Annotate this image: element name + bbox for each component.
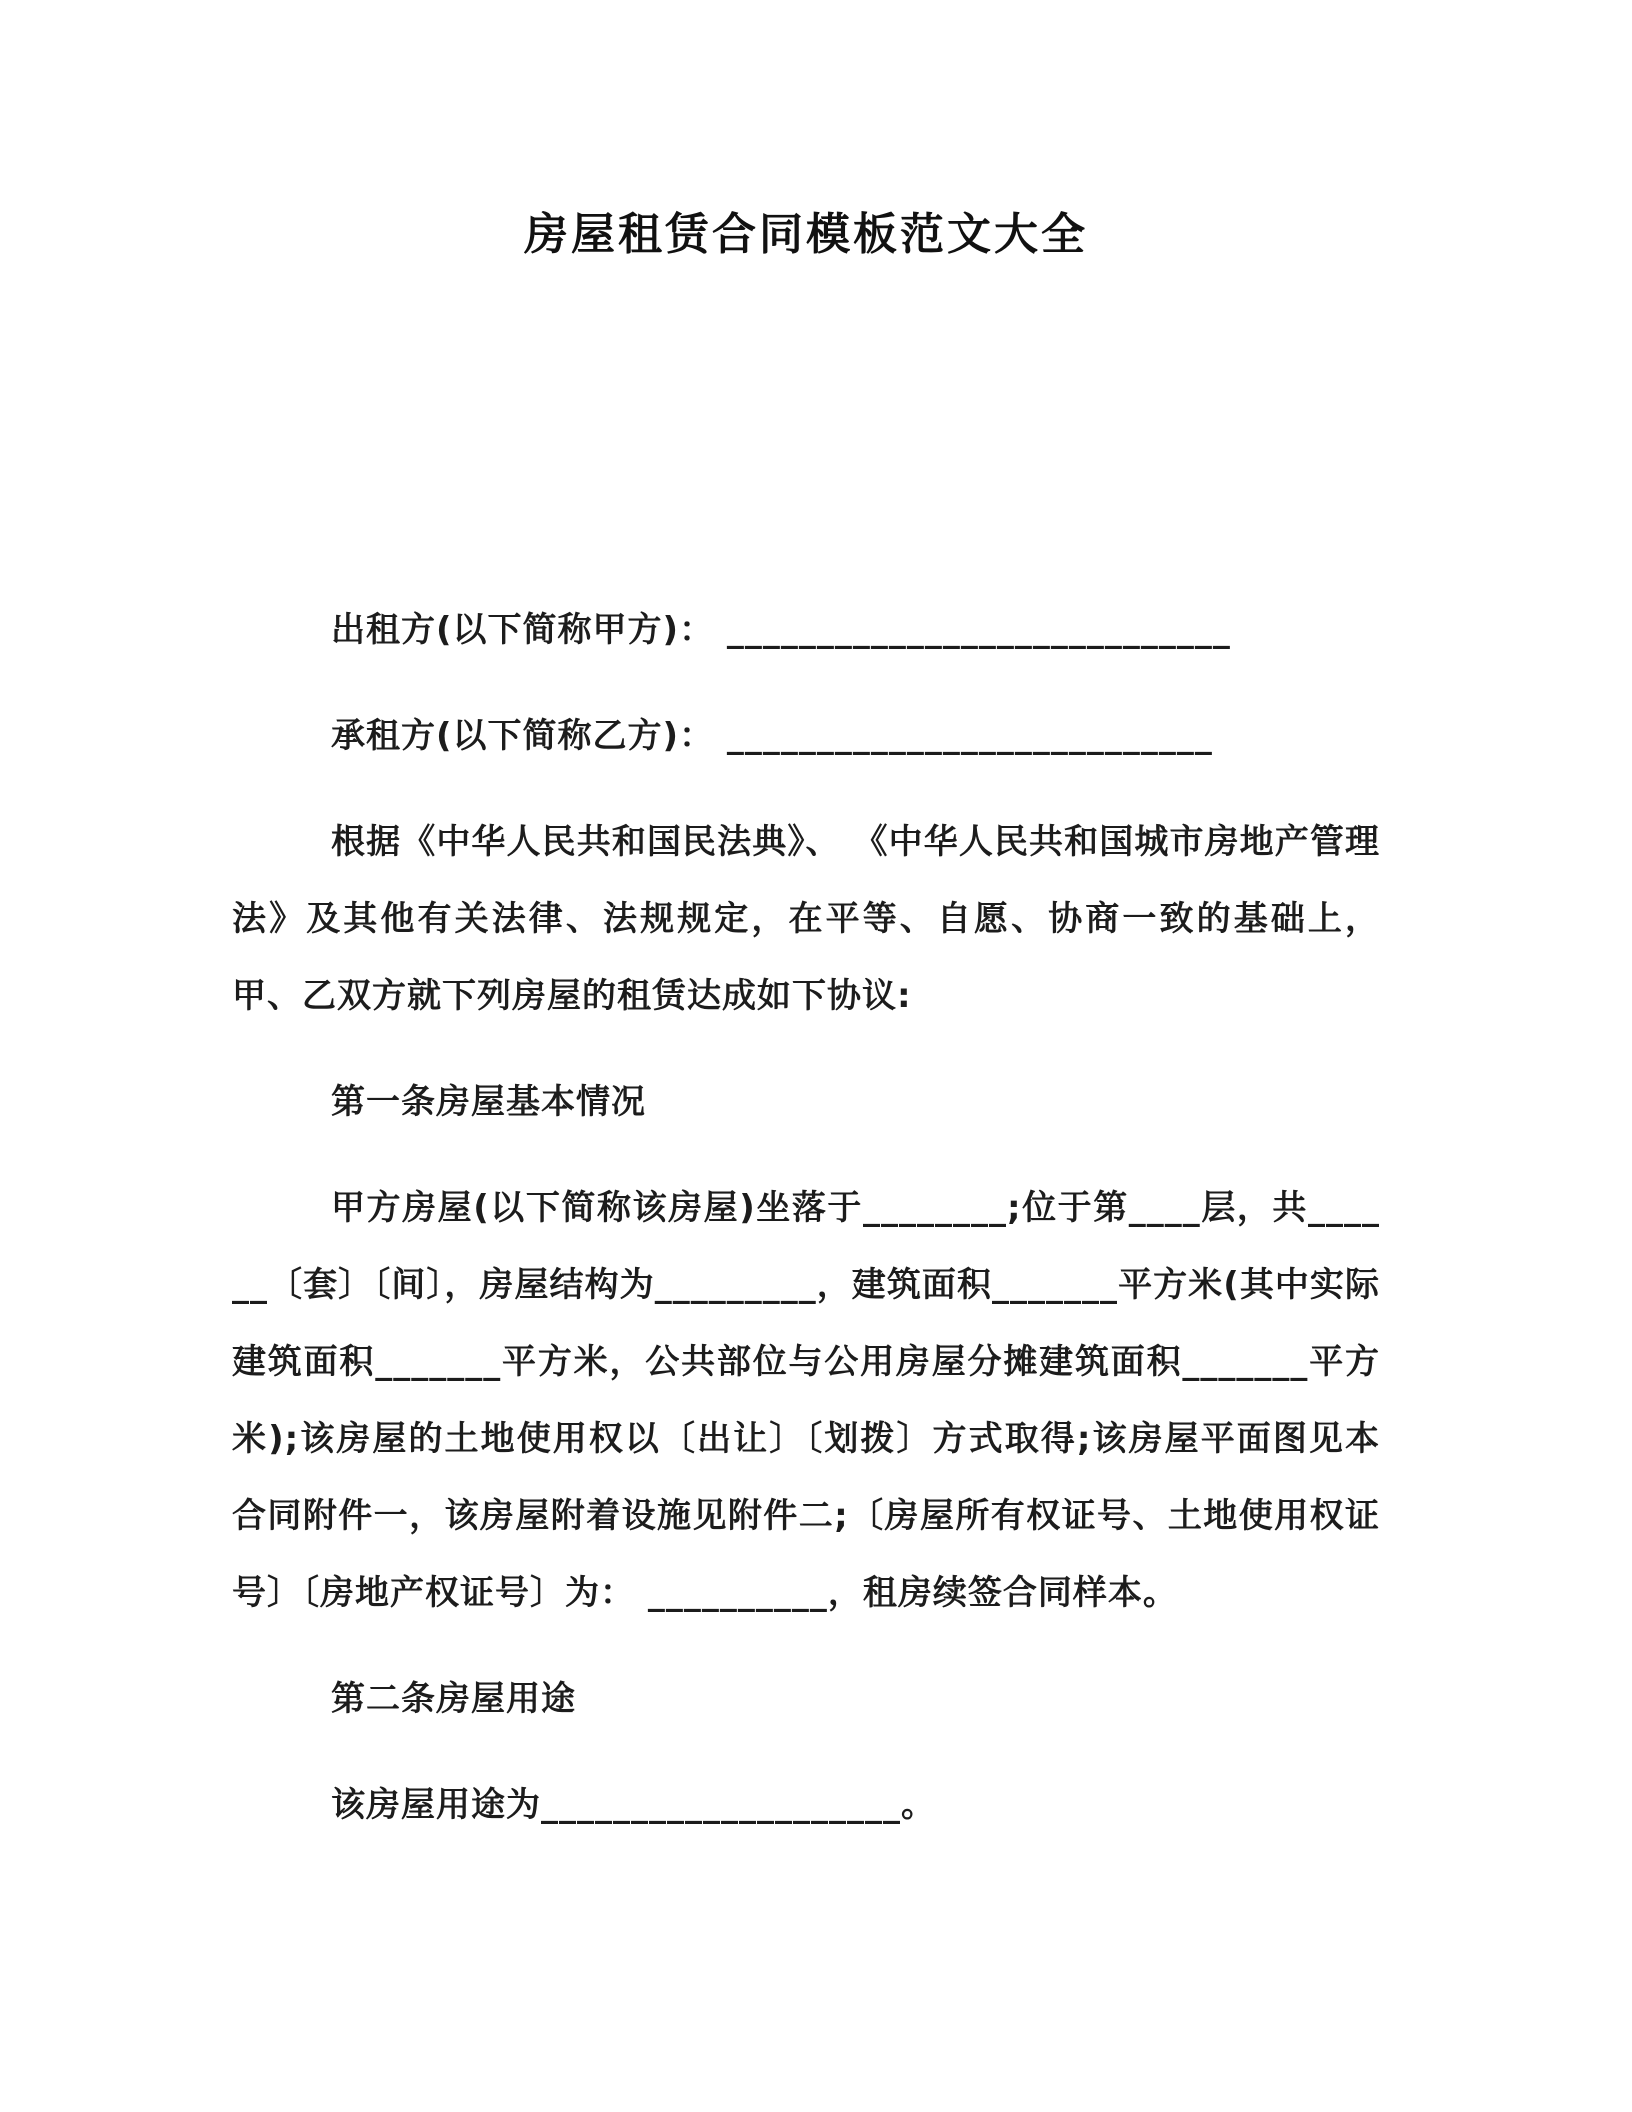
paragraph-preamble: 根据《中华人民共和国民法典》、 《中华人民共和国城市房地产管理法》及其他有关法律、法规规定，在平等、自愿、协商一致的基础上，甲、乙双方就下列房屋的租赁达成如下协议: [232, 822, 1380, 1016]
paragraph-article-2-body: 该房屋用途为____________________。 [331, 1785, 936, 1825]
paragraph-article-1-heading: 第一条房屋基本情况 [331, 1082, 646, 1122]
paragraph-article-2-heading: 第二条房屋用途 [331, 1679, 576, 1719]
paragraph-article-1-body: 甲方房屋(以下简称该房屋)坐落于________;位于第____层，共______〔套〕〔间〕，房屋结构为_________，建筑面积_______平方米(其中实际建筑面积_______平方米，公共部位与公用房屋分摊建筑面积_______平方米);该房屋的土地使用权以〔出让〕〔划拨〕方式取得;该房屋平面图见本合同附件一，该房屋附着设施见附件二;〔房屋所有权证号、土地使用权证号〕〔房地产权证号〕为： __________，租房续签合同样本。 [232, 1188, 1380, 1613]
paragraph-lessor-line: 出租方(以下简称甲方)： ____________________________ [331, 610, 1231, 650]
document-title: 房屋租赁合同模板范文大全 [524, 209, 1088, 260]
document-body [232, 592, 1380, 1844]
paragraph-lessee-line: 承租方(以下简称乙方)： ___________________________ [331, 716, 1213, 756]
